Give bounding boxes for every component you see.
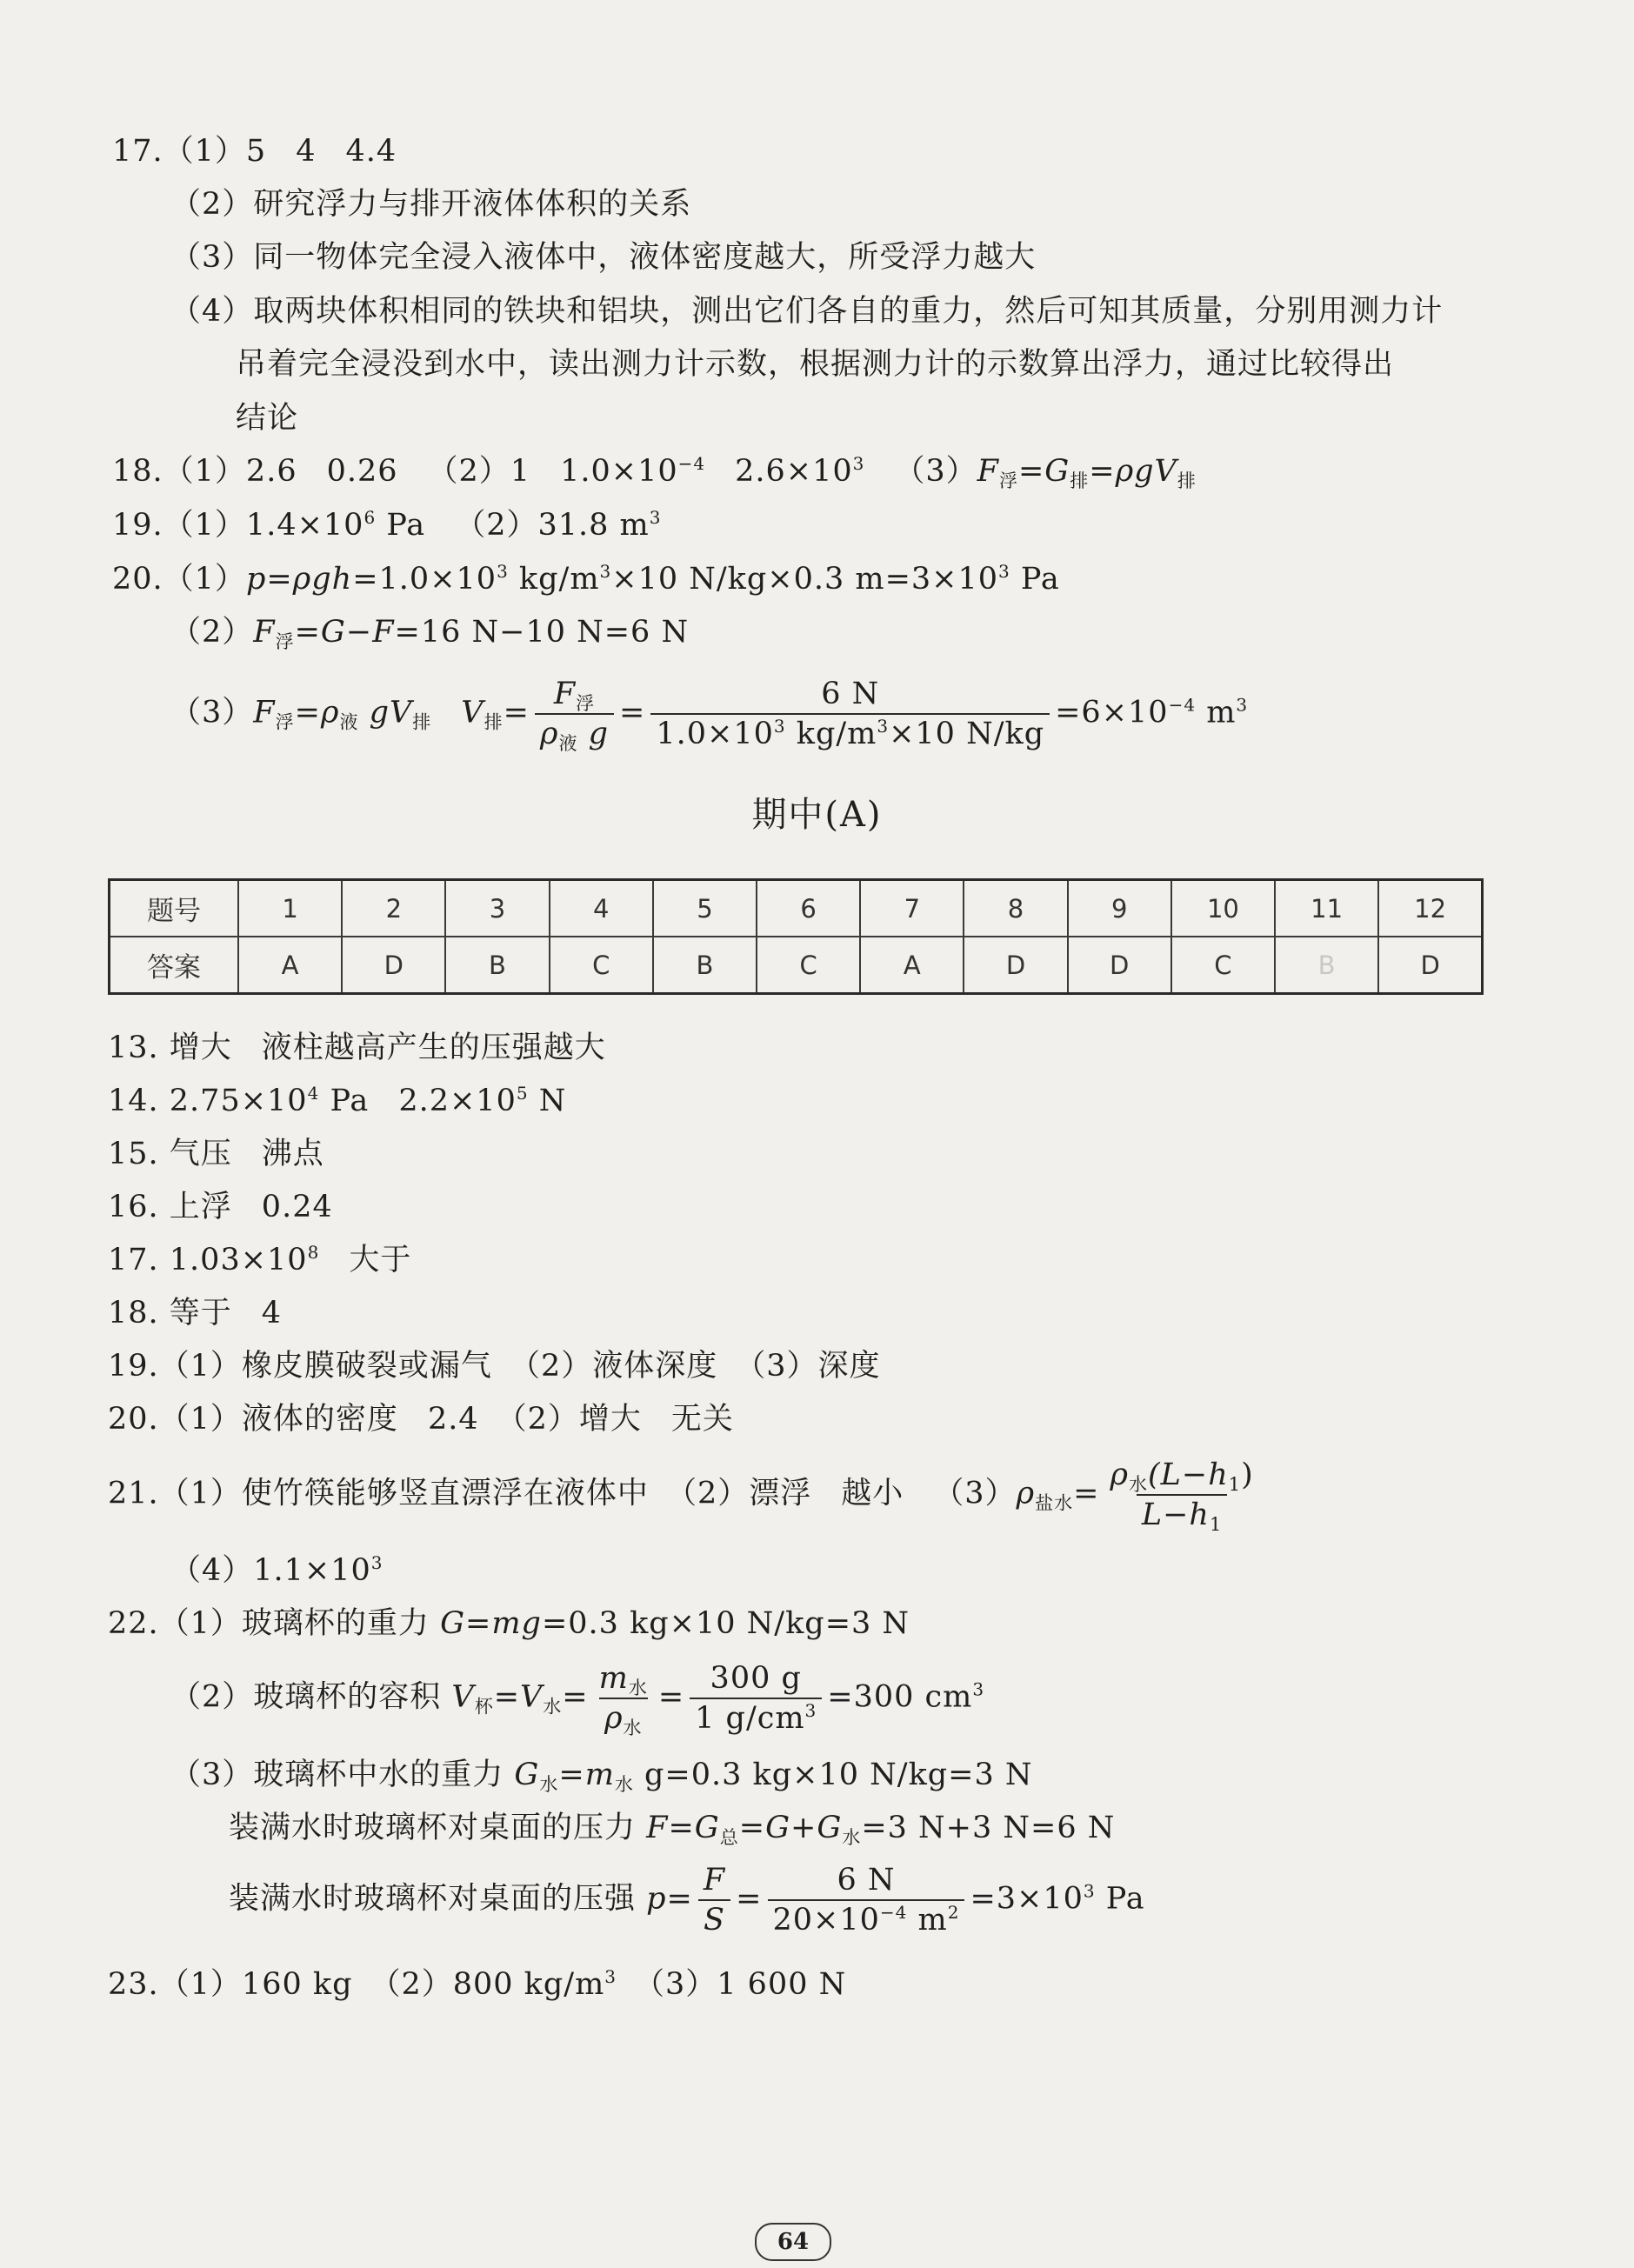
q20-line2: $(2)F_浮=G-F=16$ N−10 N=6 N [170,615,690,652]
q17-line6: 结论 [236,401,299,436]
q22-line3: （3）玻璃杯中水的重力 $G_水=m_水$ g=0.3 kg×10 N/kg=3 N [170,1758,1033,1795]
answer-cell: C [1171,937,1275,994]
q17-line3: （3）同一物体完全浸入液体中，液体密度越大，所受浮力越大 [170,240,1037,275]
answer-cell: C [757,937,860,994]
q15-line: 15. 气压 沸点 [108,1137,324,1171]
salt-water-density-fraction: $\frac{\rho_水(L-h_1)}{L-h_1}$ [1110,1458,1254,1535]
answer-cell: B [445,937,549,994]
answer-cell: D [342,937,445,994]
q21-line: 21.（1）使竹筷能够竖直漂浮在液体中 （2）漂浮 越小 $(3)\rho_{盐水}=$ $\frac{\rho_水(L-h_1)}{L-h_1}$ [108,1458,1264,1532]
q18-line: 18.（1）2.6 0.26 （2）1 $1.0\times 10^{-4}$ $2.6\times 10^3$ $(3)F_浮=G_排=\rho gV_排$ [112,453,1197,491]
question-number-cell: 9 [1068,880,1171,937]
q18b-line: 18. 等于 4 [108,1296,283,1331]
q14-line: 14. $2.75\times 10^4$ Pa $2.2\times 10^5$ N [108,1083,567,1118]
q19b-line: 19.（1）橡皮膜破裂或漏气 （2）液体深度 （3）深度 [108,1349,881,1384]
volume-value-fraction: $\frac{300 g}{1 g/cm^3}$ [690,1661,822,1736]
section-title: 期中(A) [751,795,883,835]
question-number-cell: 10 [1171,880,1275,937]
answer-cell: D [1378,937,1482,994]
q17-line4: （4）取两块体积相同的铁块和铝块，测出它们各自的重力，然后可知其质量，分别用测力计 [170,294,1444,329]
pressure-value-fraction: $\frac{6 N}{20\times 10^{-4} m^2}$ [768,1863,965,1938]
question-number-header: 题号 [110,880,239,937]
question-number-cell: 3 [445,880,549,937]
answer-cell: A [238,937,342,994]
q20-line3: $(3)F_浮=\rho_液$ $gV_排$ $V_排=$ $\frac{F_浮}{\rho_液 g}$ = $\frac{6 N}{1.0\times 10^3 kg/m^3\times 10 N/kg}$ $=6\times 10^{-4}$ $m^3$ [170,677,1249,754]
question-number-cell: 1 [238,880,342,937]
q22-line4: 装满水时玻璃杯对桌面的压力 $F=G_总=G+G_水=3$ N+3 N=6 N [229,1811,1116,1848]
answer-cell: B [653,937,757,994]
page-number: 64 [755,2223,831,2261]
answer-cell: A [860,937,964,994]
q21-line2: $(4)1.1\times 10^3$ [170,1552,383,1588]
question-number-row [110,880,1483,937]
answer-cell: C [550,937,653,994]
q22-line5: 装满水时玻璃杯对桌面的压强 p= $\frac{F}{S}$ = $\frac{6 N}{20\times 10^{-4} m^2}$ $=3\times 10^3$ Pa [229,1863,1145,1938]
mass-density-fraction: $\frac{m_水}{\rho_水}$ [598,1661,648,1738]
buoyancy-value-fraction: $\frac{6 N}{1.0\times 10^3 kg/m^3\times 10 N/kg}$ [650,677,1050,751]
question-number-cell: 12 [1378,880,1482,937]
question-number-cell: 11 [1275,880,1378,937]
question-number-cell: 4 [550,880,653,937]
q17-line2: （2）研究浮力与排开液体体积的关系 [170,187,692,222]
question-number-cell: 6 [757,880,860,937]
q20-line1: $20.(1)p=\rho gh=1.0\times 10^3$ $kg/m^3\times 10$ N/kg×0.3 $m=3\times 10^3$ Pa [112,561,1060,597]
question-number-cell: 2 [342,880,445,937]
buoyancy-volume-fraction: $\frac{F_浮}{\rho_液 g}$ [535,677,614,751]
q13-line: 13. 增大 液柱越高产生的压强越大 [108,1031,606,1065]
answer-header: 答案 [110,937,239,994]
q19-line: $19.(1)1.4\times 10^6$ Pa （2）31.8 $m^3$ [112,507,662,543]
q17-line5: 吊着完全浸没到水中，读出测力计示数，根据测力计的示数算出浮力，通过比较得出 [236,347,1395,382]
answer-cell: D [964,937,1067,994]
force-area-fraction: $\frac{F}{S}$ [698,1863,730,1938]
q16-line: 16. 上浮 0.24 [108,1190,333,1224]
q17b-line: 17. $1.03\times 10^8$ 大于 [108,1242,412,1277]
question-number-cell: 7 [860,880,964,937]
q20b-line: 20.（1）液体的密度 2.4 （2）增大 无关 [108,1402,734,1437]
question-number-cell: 5 [653,880,757,937]
q23-line: 23.（1）160 kg （2）800 $kg/m^3$ （3）1 600 N [108,1966,847,2002]
q22-line2: （2）玻璃杯的容积 $V_杯=V_水=$ $\frac{m_水}{\rho_水}$ = $\frac{300 g}{1 g/cm^3}$ =300 $cm^3$ [170,1661,985,1738]
answer-table [108,878,1484,995]
q22-line1: 22.（1）玻璃杯的重力 G=mg=0.3 kg×10 N/kg=3 N [108,1606,910,1641]
answer-cell: D [1068,937,1171,994]
answer-row [110,937,1483,994]
question-number-cell: 8 [964,880,1067,937]
q17-line1: 17.（1）5 4 4.4 [112,134,397,169]
answer-cell: B [1275,937,1378,994]
